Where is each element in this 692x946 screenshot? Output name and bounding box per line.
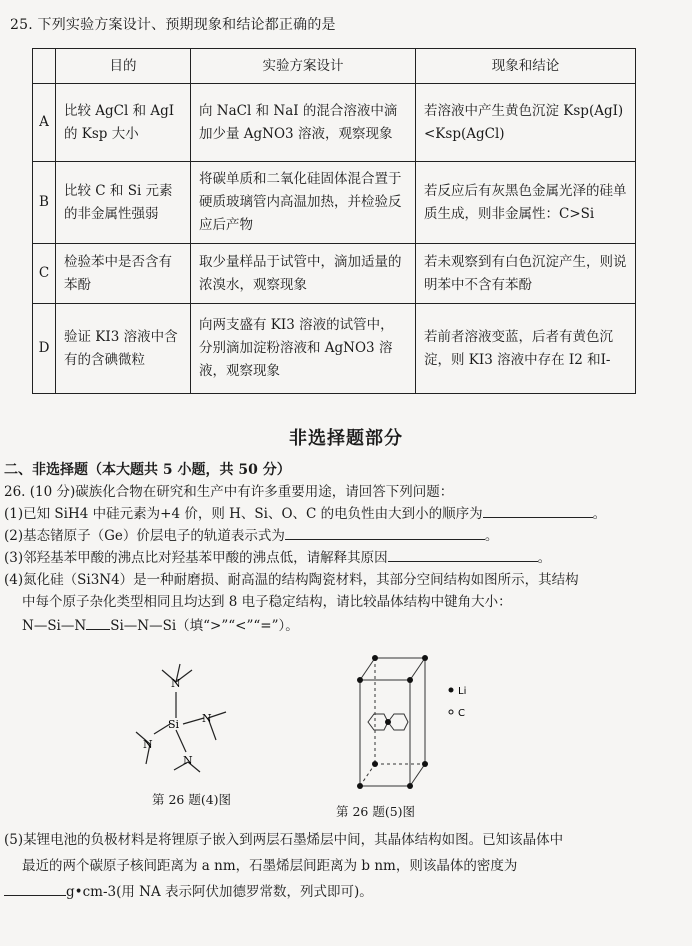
figure-4-caption: 第 26 题(4)图 [152, 792, 232, 807]
figure-5-caption: 第 26 题(5)图 [336, 804, 416, 819]
question-26-part-2 [4, 524, 498, 544]
n-atom-label: N [143, 738, 153, 751]
option-letter: A [33, 84, 56, 162]
part-2-text: (2)基态锗原子（Ge）价层电子的轨道表示式为 [4, 528, 285, 544]
option-letter: B [33, 162, 56, 244]
li-graphite-cell-figure [350, 650, 480, 800]
result-cell: 若反应后有灰黑色金属光泽的硅单质生成，则非金属性：C>Si [416, 162, 636, 244]
experiment-table [32, 48, 636, 394]
part-3-text: (3)邻羟基苯甲酸的沸点比对羟基苯甲酸的沸点低，请解释其原因 [4, 550, 388, 566]
question-26-part-1 [4, 502, 606, 522]
period: 。 [537, 550, 552, 566]
answer-blank-2[interactable] [285, 525, 485, 540]
table-header-option [33, 49, 56, 84]
n-atom-label: N [202, 712, 212, 725]
n-atom-label: N [171, 677, 181, 690]
part-1-text: (1)已知 SiH4 中硅元素为+4 价，则 H、Si、O、C 的电负性由大到小的顺序为 [4, 506, 483, 522]
c-legend-icon [449, 710, 453, 714]
period: 。 [592, 506, 607, 522]
c-legend-label: C [458, 708, 465, 719]
li-legend-icon [449, 688, 454, 693]
si3n4-structure-figure [128, 660, 238, 778]
design-cell: 取少量样品于试管中，滴加适量的浓溴水，观察现象 [191, 244, 416, 304]
bond-angle-left: N—Si—N [22, 618, 87, 634]
question-26-part-5-line-2: 最近的两个碳原子核间距离为 a nm，石墨烯层间距离为 b nm，则该晶体的密度为 [22, 858, 518, 874]
period: 。 [484, 528, 499, 544]
n-atom-label: N [183, 754, 193, 767]
answer-blank-1[interactable] [483, 503, 593, 518]
table-row [33, 162, 636, 244]
design-cell: 向 NaCl 和 NaI 的混合溶液中滴加少量 AgNO3 溶液，观察现象 [191, 84, 416, 162]
table-row [33, 84, 636, 162]
part-2-heading: 二、非选择题（本大题共 5 小题，共 50 分） [4, 462, 291, 478]
table-header-goal: 目的 [56, 49, 191, 84]
si-atom-label: Si [168, 718, 180, 731]
li-legend-label: Li [458, 686, 467, 697]
answer-blank-3[interactable] [388, 547, 538, 562]
result-cell: 若前者溶液变蓝，后者有黄色沉淀，则 KI3 溶液中存在 I2 和I- [416, 304, 636, 394]
section-title: 非选择题部分 [289, 428, 403, 449]
design-cell: 向两支盛有 KI3 溶液的试管中，分别滴加淀粉溶液和 AgNO3 溶液，观察现象 [191, 304, 416, 394]
table-row [33, 304, 636, 394]
option-letter: C [33, 244, 56, 304]
table-row [33, 244, 636, 304]
table-header-row [33, 49, 636, 84]
bond-angle-right: Si—N—Si（填“>”“<”“=”）。 [110, 618, 299, 634]
goal-cell: 比较 C 和 Si 元素的非金属性强弱 [56, 162, 191, 244]
question-26-part-4-line-3 [22, 614, 299, 634]
question-26-part-3 [4, 546, 551, 566]
goal-cell: 比较 AgCl 和 AgI 的 Ksp 大小 [56, 84, 191, 162]
result-cell: 若未观察到有白色沉淀产生，则说明苯中不含有苯酚 [416, 244, 636, 304]
question-26-part-4-line-2: 中每个原子杂化类型相同且均达到 8 电子稳定结构，请比较晶体结构中键角大小： [22, 594, 512, 610]
question-25-stem: 25. 下列实验方案设计、预期现象和结论都正确的是 [10, 17, 336, 33]
goal-cell: 检验苯中是否含有苯酚 [56, 244, 191, 304]
part-5-unit-text: g•cm-3(用 NA 表示阿伏加德罗常数，列式即可)。 [66, 884, 373, 900]
question-26-intro: 26. (10 分)碳族化合物在研究和生产中有许多重要用途，请回答下列问题： [4, 484, 454, 500]
goal-cell: 验证 KI3 溶液中含有的含碘微粒 [56, 304, 191, 394]
design-cell: 将碳单质和二氧化硅固体混合置于硬质玻璃管内高温加热，并检验反应后产物 [191, 162, 416, 244]
answer-blank-4[interactable] [86, 615, 110, 630]
answer-blank-5[interactable] [4, 881, 66, 896]
option-letter: D [33, 304, 56, 394]
question-26-part-5-line-3 [4, 880, 373, 900]
result-cell: 若溶液中产生黄色沉淀 Ksp(AgI)<Ksp(AgCl) [416, 84, 636, 162]
table-header-design: 实验方案设计 [191, 49, 416, 84]
question-26-part-4-line-1: (4)氮化硅（Si3N4）是一种耐磨损、耐高温的结构陶瓷材料，其部分空间结构如图所示，其结构 [4, 572, 579, 588]
table-header-result: 现象和结论 [416, 49, 636, 84]
question-26-part-5-line-1: (5)某锂电池的负极材料是将锂原子嵌入到两层石墨烯层中间，其晶体结构如图。已知该晶体中 [4, 832, 564, 848]
